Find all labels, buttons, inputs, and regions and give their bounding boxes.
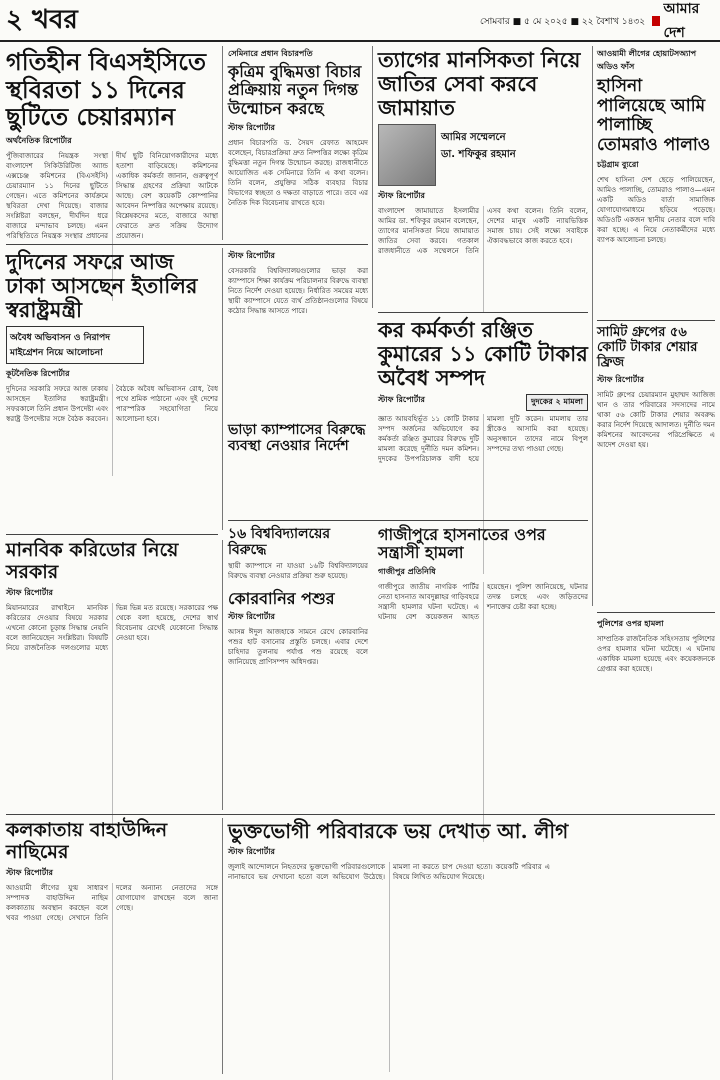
article-corridor <box>6 540 218 833</box>
article-gazipur <box>378 526 588 842</box>
byline-victims: স্টাফ রিপোর্টার <box>228 847 275 856</box>
byline-gazipur: গাজীপুর প্রতিনিধি <box>378 566 436 576</box>
date-line: সোমবার ■ ৫ মে ২০২৫ ■ ২২ বৈশাখ ১৪৩২ <box>480 17 646 27</box>
article-ai <box>228 48 368 246</box>
section-divider <box>228 520 588 521</box>
article-victims <box>228 820 715 1072</box>
article-jamaat <box>378 48 588 312</box>
body-hasina-text: শেখ হাসিনা দেশ ছেড়ে পালিয়েছেন, আমিও পালাচ্ছি, তোমরাও পালাও—এমন একটি অডিও বার্তা সামাজিক যোগাযোগমাধ্যমে ছড়িয়ে পড়েছে। অডিওটি একজন স্থানীয় নেতার বলে দাবি করা হচ্ছে। এ নিয়ে নেতাকর্মীদের মধ্যে ব্যাপক আলোচনা চলছে। <box>597 176 715 245</box>
byline-tax: স্টাফ রিপোর্টার <box>378 395 425 405</box>
article-campus <box>228 250 368 454</box>
byline-bsec: অর্থনৈতিক রিপোর্টার <box>6 135 72 145</box>
kicker-police: পুলিশের ওপর হামলা <box>597 619 664 628</box>
headline-campus: ভাড়া ক্যাম্পাসের বিরুদ্ধে ব্যবস্থা নেওয়ার নির্দেশ <box>228 422 366 455</box>
column-rule <box>222 540 223 810</box>
body-qurbani-text: আসন্ন ঈদুল আজহাকে সামনে রেখে কোরবানির পশুর হাট বসানোর প্রস্তুতি চলছে। এবার দেশে চাহিদার তুলনায় পর্যাপ্ত পশু রয়েছে বলে জানিয়েছে প্রাণিসম্পদ অধিদপ্তর। <box>228 628 368 667</box>
article-summit <box>597 326 715 620</box>
tag-tax: দুদকের ২ মামলা <box>526 394 588 411</box>
body-italy <box>6 384 218 476</box>
photo-caption: আমির সম্মেলনে ডা. শফিকুর রহমান <box>441 132 516 161</box>
article-hasina <box>597 48 715 365</box>
article-police <box>597 618 715 814</box>
body-universities-text: স্থায়ী ক্যাম্পাসে না যাওয়া ১৬টি বিশ্ববিদ্যালয়ের বিরুদ্ধে ব্যবস্থা নেওয়ার প্রক্রিয়া শুরু হয়েছে। <box>228 562 368 581</box>
headline-ai: কৃত্রিম বুদ্ধিমত্তা বিচার প্রক্রিয়ায় নতুন দিগন্ত উন্মোচন করছে <box>228 62 362 118</box>
column-rule <box>222 46 223 240</box>
headline-corridor: মানবিক করিডোর নিয়ে সরকার <box>6 539 179 583</box>
headline-qurbani: কোরবানির পশুর <box>228 589 335 608</box>
body-campus-text: বেসরকারি বিশ্ববিদ্যালয়গুলোর ভাড়া করা ক্যাম্পাসে শিক্ষা কার্যক্রম পরিচালনার বিরুদ্ধে ব্যবস্থা নিতে নির্দেশ দেওয়া হয়েছে। নির্ধারিত সময়ের মধ্যে স্থায়ী ক্যাম্পাসে যেতে ব্যর্থ প্রতিষ্ঠানগুলোর বিষয়ে কঠোর সিদ্ধান্ত আসতে পারে। <box>228 267 368 315</box>
body-jamaat <box>378 206 588 312</box>
body-kolkata-text: আওয়ামী লীগের যুগ্ম সাধারণ সম্পাদক বাহাউদ্দিন নাছিম কলকাতায় অবস্থান করছেন বলে খবর পাওয়া গেছে। সেখানে তিনি দলের অন্যান্য নেতাদের সঙ্গে যোগাযোগ রাখছেন বলে জানা গেছে। <box>6 883 218 922</box>
article-italy <box>6 250 218 476</box>
body-italy-text: দুদিনের সরকারি সফরে আজ ঢাকায় আসছেন ইতালির স্বরাষ্ট্রমন্ত্রী। সফরকালে তিনি প্রধান উপদেষ্টা এবং স্বরাষ্ট্র উপদেষ্টার সঙ্গে বৈঠক করবেন। বৈঠকে অবৈধ অভিবাসন রোধ, বৈধ পথে শ্রমিক পাঠানো এবং দুই দেশের পারস্পরিক সহযোগিতা নিয়ে আলোচনা হবে। <box>6 385 218 424</box>
column-rule <box>222 818 223 1074</box>
headline-summit: সামিট গ্রুপের ৫৬ কোটি টাকার শেয়ার ফ্রিজ <box>597 325 698 370</box>
byline-jamaat: স্টাফ রিপোর্টার <box>378 191 425 201</box>
column-rule <box>222 248 223 530</box>
headline-gazipur: গাজীপুরে হাসনাতের ওপর সন্ত্রাসী হামলা <box>378 525 546 563</box>
section-divider <box>597 612 715 613</box>
article-kolkata <box>6 820 218 1080</box>
body-tax-text: জ্ঞাত আয়বহির্ভূত ১১ কোটি টাকার সম্পদ অর্জনের অভিযোগে কর কর্মকর্তা রঞ্জিত কুমারের বিরুদ্ধে দুটি মামলা করেছে দুর্নীতি দমন কমিশন। দুদকের উপপরিচালক বাদী হয়ে মামলা দুটি করেন। মামলায় তার স্ত্রীকেও আসামি করা হয়েছে। অনুসন্ধানে তাদের নামে বিপুল সম্পদের তথ্য পাওয়া গেছে। <box>378 415 588 464</box>
kicker-hasina: আওয়ামী লীগের হোয়াটসঅ্যাপ অডিও ফাঁস <box>597 49 697 71</box>
masthead-title: আমার দেশ <box>663 1 700 41</box>
byline-summit: স্টাফ রিপোর্টার <box>597 374 644 384</box>
body-gazipur <box>378 582 588 842</box>
column-rule <box>372 46 373 308</box>
section-divider <box>6 244 368 245</box>
body-kolkata <box>6 883 218 1080</box>
body-police-text: সাম্প্রতিক রাজনৈতিক সহিংসতায় পুলিশের ওপর হামলার ঘটনা ঘটেছে। এ ঘটনায় একাধিক মামলা হয়েছে এবং কয়েকজনকে গ্রেপ্তার করা হয়েছে। <box>597 635 715 673</box>
body-qurbani <box>228 627 368 817</box>
body-police <box>597 634 715 814</box>
headline-kolkata: কলকাতায় বাহাউদ্দিন নাছিমের <box>6 819 168 863</box>
headline-italy: দুদিনের সফরে আজ ঢাকা আসছেন ইতালির স্বরাষ্ট্রমন্ত্রী <box>6 249 198 323</box>
body-victims <box>228 862 715 1072</box>
body-bsec-text: পুঁজিবাজারের নিয়ন্ত্রক সংস্থা বাংলাদেশ সিকিউরিটিজ অ্যান্ড এক্সচেঞ্জ কমিশনের (বিএসইসি) চেয়ারম্যান ১১ দিনের ছুটিতে গেছেন। এতে কমিশনের কার্যক্রমে স্থবিরতা দেখা দিয়েছে। বাজার সংশ্লিষ্টরা বলছেন, দীর্ঘদিন ধরে বাজারে মন্দাভাব চলছে। এমন পরিস্থিতিতে নিয়ন্ত্রক সংস্থার প্রধানের দীর্ঘ ছুটি বিনিয়োগকারীদের মধ্যে হতাশা বাড়িয়েছে। কমিশনের একাধিক কর্মকর্তা জানান, গুরুত্বপূর্ণ সিদ্ধান্ত গ্রহণের প্রক্রিয়া আটকে আছে। বেশ কয়েকটি কোম্পানির আবেদন নিষ্পত্তির অপেক্ষায় রয়েছে। বিশ্লেষকদের মতে, বাজারে আস্থা ফেরাতে দ্রুত সক্রিয় উদ্যোগ প্রয়োজন। <box>6 151 218 240</box>
body-campus <box>228 266 368 416</box>
body-corridor <box>6 603 218 833</box>
body-victims-text: জুলাই আন্দোলনে নিহতদের ভুক্তভোগী পরিবারগুলোকে নানাভাবে ভয় দেখানো হতো বলে অভিযোগ উঠেছে। মামলা না করতে চাপ দেওয়া হতো। কয়েকটি পরিবার এ বিষয়ে লিখিত অভিযোগ দিয়েছে। <box>228 863 550 881</box>
section-divider <box>6 814 715 815</box>
section-divider <box>597 320 715 321</box>
body-jamaat-text: বাংলাদেশ জামায়াতে ইসলামীর আমির ডা. শফিকুর রহমান বলেছেন, ত্যাগের মানসিকতা নিয়ে জামায়াত জাতির সেবা করবে। গতকাল রাজধানীতে এক সম্মেলনে তিনি এসব কথা বলেন। তিনি বলেন, দেশের মানুষ একটি ন্যায়ভিত্তিক সমাজ চায়। সেই লক্ষ্যে সবাইকে ঐক্যবদ্ধভাবে কাজ করতে হবে। <box>378 207 588 256</box>
body-summit-text: সামিট গ্রুপের চেয়ারম্যান মুহাম্মদ আজিজ খান ও তার পরিবারের সদস্যদের নামে থাকা ৫৬ কোটি টাকার শেয়ার অবরুদ্ধ করার নির্দেশ দিয়েছে আদালত। দুর্নীতি দমন কমিশনের আবেদনের পরিপ্রেক্ষিতে এ আদেশ দেওয়া হয়। <box>597 390 715 449</box>
headline-victims: ভুক্তভোগী পরিবারকে ভয় দেখাত আ. লীগ <box>228 819 569 843</box>
headline-bsec: গতিহীন বিএসইসিতে স্থবিরতা ১১ দিনের ছুটিতে চেয়ারম্যান <box>6 47 206 132</box>
section-divider <box>6 534 218 535</box>
body-corridor-text: মিয়ানমারের রাখাইনে মানবিক করিডোর দেওয়ার বিষয়ে সরকার এখনো কোনো চূড়ান্ত সিদ্ধান্ত নেয়নি বলে জানিয়েছেন সংশ্লিষ্টরা। বিষয়টি নিয়ে রাজনৈতিক দলগুলোর মধ্যে ভিন্ন ভিন্ন মত রয়েছে। সরকারের পক্ষ থেকে বলা হয়েছে, দেশের স্বার্থ বিবেচনায় রেখেই যেকোনো সিদ্ধান্ত নেওয়া হবে। <box>6 603 218 652</box>
byline-corridor: স্টাফ রিপোর্টার <box>6 587 53 597</box>
photo-row <box>378 124 588 186</box>
masthead-logo-icon <box>652 16 660 26</box>
kicker-ai: সেমিনারে প্রধান বিচারপতি <box>228 49 313 58</box>
portrait-photo <box>378 124 436 186</box>
byline-italy: কূটনৈতিক রিপোর্টার <box>6 369 70 379</box>
byline-ai: স্টাফ রিপোর্টার <box>228 123 275 133</box>
section-divider <box>378 312 588 313</box>
byline-kolkata: স্টাফ রিপোর্টার <box>6 867 53 877</box>
page-label: ২ খবর <box>6 5 78 35</box>
body-ai-text: প্রধান বিচারপতি ড. সৈয়দ রেফাত আহমেদ বলেছেন, বিচারপ্রক্রিয়া দ্রুত নিষ্পত্তির লক্ষ্যে কৃত্রিম বুদ্ধিমত্তা নতুন দিগন্ত উন্মোচন করছে। রাজধানীতে আয়োজিত এক সেমিনারে তিনি এ কথা বলেন। তিনি বলেন, প্রযুক্তির সঠিক ব্যবহার বিচার বিভাগের স্বচ্ছতা ও দক্ষতা বাড়াতে পারে। তবে এর নৈতিক দিক বিবেচনায় রাখতে হবে। <box>228 139 368 208</box>
article-qurbani <box>228 590 368 817</box>
tax-meta <box>378 394 588 411</box>
headline-hasina: হাসিনা পালিয়েছে আমি পালাচ্ছি তোমরাও পালাও <box>597 76 711 155</box>
body-ai <box>228 138 368 246</box>
body-gazipur-text: গাজীপুরে জাতীয় নাগরিক পার্টির নেতা হাসনাত আবদুল্লাহর গাড়িবহরে সন্ত্রাসী হামলার ঘটনা ঘটেছে। এ ঘটনায় বেশ কয়েকজন আহত হয়েছেন। পুলিশ জানিয়েছে, ঘটনার তদন্ত চলছে এবং জড়িতদের শনাক্তের চেষ্টা করা হচ্ছে। <box>378 582 588 621</box>
headline-universities: ১৬ বিশ্ববিদ্যালয়ের বিরুদ্ধে <box>228 526 331 559</box>
byline-hasina: চট্টগ্রাম ব্যুরো <box>597 160 639 170</box>
headline-tax: কর কর্মকর্তা রঞ্জিত কুমারের ১১ কোটি টাকার অবৈধ সম্পদ <box>378 317 588 391</box>
body-summit <box>597 390 715 620</box>
byline-qurbani: স্টাফ রিপোর্টার <box>228 612 275 622</box>
masthead <box>652 1 716 41</box>
column-rule <box>592 46 593 606</box>
byline-campus: স্টাফ রিপোর্টার <box>228 251 275 260</box>
subhead-italy: অবৈধ অভিবাসন ও নিরাপদ মাইগ্রেশন নিয়ে আলোচনা <box>6 326 144 364</box>
headline-jamaat: ত্যাগের মানসিকতা নিয়ে জাতির সেবা করবে জামায়াত <box>378 47 581 121</box>
